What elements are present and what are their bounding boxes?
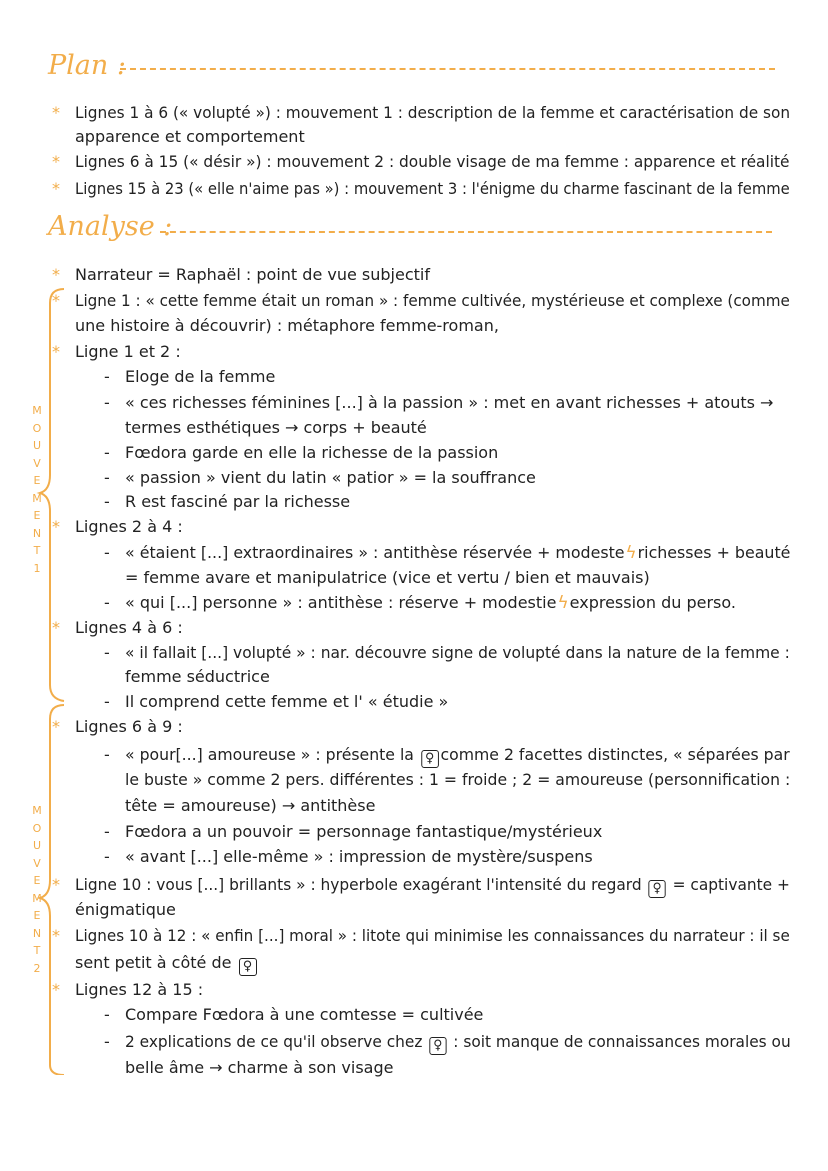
l12-item-cont: termes esthétiques → corps + beauté (125, 418, 427, 437)
bullet-icon: * (52, 265, 60, 284)
dash-marker: - (104, 745, 110, 764)
l69-item: « avant [...] elle-même » : impression de mystère/suspens (125, 847, 593, 866)
plan-heading: Plan : (48, 50, 126, 81)
lignes-10-12-line: Lignes 10 à 12 : « enfin [...] moral » : litote qui minimise les connaissances du narrateur : il se (75, 926, 790, 945)
dash-marker: - (104, 643, 110, 662)
l1215-item: 2 explications de ce qu'il observe chez ♀ : soit manque de connaissances morales ou (125, 1032, 791, 1053)
bullet-icon: * (52, 103, 60, 122)
l12-item: « passion » vient du latin « patior » = la souffrance (125, 468, 536, 487)
narrateur-line: Narrateur = Raphaël : point de vue subjectif (75, 265, 430, 284)
plan-item-1-cont: apparence et comportement (75, 127, 305, 146)
bullet-icon: * (52, 926, 60, 945)
plan-dashed-rule (120, 68, 775, 70)
bullet-icon: * (52, 517, 60, 536)
ligne-1-line: Ligne 1 : « cette femme était un roman » : femme cultivée, mystérieuse et complexe (comme (75, 291, 790, 310)
female-symbol-icon: ♀ (429, 1037, 446, 1055)
lignes-6-9-heading: Lignes 6 à 9 : (75, 717, 183, 736)
dash-marker: - (104, 692, 110, 711)
plan-item-1: Lignes 1 à 6 (« volupté ») : mouvement 1 : description de la femme et caractérisation de son (75, 103, 791, 122)
lightning-icon: ϟ (625, 543, 637, 563)
lignes-2-4-heading: Lignes 2 à 4 : (75, 517, 183, 536)
ligne-10-cont: énigmatique (75, 900, 176, 919)
l24-item: « étaient [...] extraordinaires » : antithèse réservée + modesteϟrichesses + beauté (125, 543, 791, 563)
dash-marker: - (104, 593, 110, 612)
mouvement-1-label: M O U V E M E N T 1 (32, 404, 42, 575)
bullet-icon: * (52, 342, 60, 361)
lignes-4-6-heading: Lignes 4 à 6 : (75, 618, 183, 637)
lignes-10-12-cont: sent petit à côté de ♀ (75, 953, 259, 976)
ligne-1-2-heading: Ligne 1 et 2 : (75, 342, 181, 361)
l69-item: Fœdora a un pouvoir = personnage fantastique/mystérieux (125, 822, 603, 841)
dash-marker: - (104, 1032, 110, 1051)
plan-item-2: Lignes 6 à 15 (« désir ») : mouvement 2 : double visage de ma femme : apparence et réalité (75, 152, 790, 171)
l24-item: « qui [...] personne » : antithèse : réserve + modestieϟexpression du perso. (125, 593, 736, 613)
ligne-1-cont: une histoire à découvrir) : métaphore femme-roman, (75, 316, 499, 335)
female-symbol-icon: ♀ (239, 958, 257, 976)
l46-item: Il comprend cette femme et l' « étudie » (125, 692, 449, 711)
l69-item-cont: tête = amoureuse) → antithèse (125, 796, 376, 815)
l46-item: « il fallait [...] volupté » : nar. découvre signe de volupté dans la nature de la femme : (125, 643, 790, 662)
analyse-heading: Analyse : (48, 211, 173, 242)
female-symbol-icon: ♀ (648, 880, 665, 898)
dash-marker: - (104, 492, 110, 511)
mouvement-2-label: M O U V E M E N T 2 (32, 804, 42, 975)
bullet-icon: * (52, 618, 60, 637)
l46-item-cont: femme séductrice (125, 667, 270, 686)
l24-item-cont: = femme avare et manipulatrice (vice et vertu / bien et mauvais) (125, 568, 650, 587)
l69-item: « pour[...] amoureuse » : présente la ♀ comme 2 facettes distinctes, « séparées par (125, 745, 790, 766)
dash-marker: - (104, 1005, 110, 1024)
bullet-icon: * (52, 717, 60, 736)
l1215-item-cont: belle âme → charme à son visage (125, 1058, 394, 1077)
lignes-12-15-heading: Lignes 12 à 15 : (75, 980, 204, 999)
dash-marker: - (104, 822, 110, 841)
bullet-icon: * (52, 291, 60, 310)
l12-item: R est fasciné par la richesse (125, 492, 351, 511)
dash-marker: - (104, 367, 110, 386)
ligne-10-line: Ligne 10 : vous [...] brillants » : hyperbole exagérant l'intensité du regard ♀ = captivante + (75, 875, 790, 896)
l1215-item: Compare Fœdora à une comtesse = cultivée (125, 1005, 484, 1024)
bullet-icon: * (52, 179, 60, 198)
l69-item-cont: le buste » comme 2 pers. différentes : 1 = froide ; 2 = amoureuse (personnification : (125, 770, 791, 789)
plan-item-3: Lignes 15 à 23 (« elle n'aime pas ») : mouvement 3 : l'énigme du charme fascinant de la femme (75, 179, 790, 198)
bullet-icon: * (52, 152, 60, 171)
dash-marker: - (104, 543, 110, 562)
dash-marker: - (104, 468, 110, 487)
dash-marker: - (104, 393, 110, 412)
lightning-icon: ϟ (557, 593, 569, 613)
bullet-icon: * (52, 980, 60, 999)
bullet-icon: * (52, 875, 60, 894)
analyse-dashed-rule (160, 231, 772, 233)
l12-item: Eloge de la femme (125, 367, 276, 386)
dash-marker: - (104, 847, 110, 866)
l12-item: Fœdora garde en elle la richesse de la passion (125, 443, 499, 462)
l12-item: « ces richesses féminines [...] à la passion » : met en avant richesses + atouts → (125, 393, 774, 412)
female-symbol-icon: ♀ (421, 750, 439, 768)
dash-marker: - (104, 443, 110, 462)
